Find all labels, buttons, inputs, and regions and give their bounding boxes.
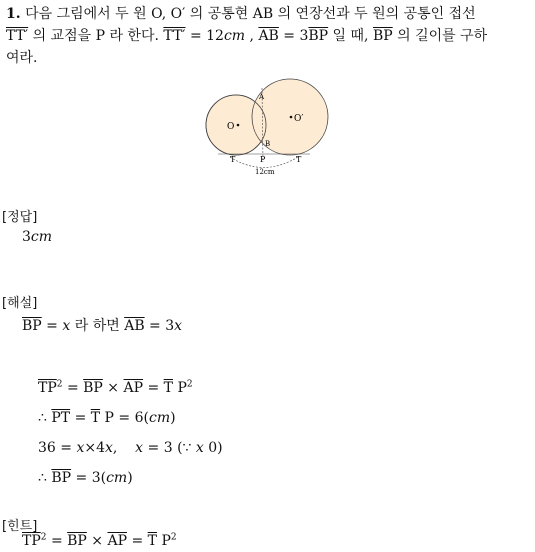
- answer-number: 3: [22, 229, 31, 245]
- math-text: 0): [203, 440, 223, 456]
- explanation-line-3: [38, 410, 176, 426]
- problem-text: 여라.: [6, 50, 38, 66]
- var-x: x: [76, 440, 85, 456]
- math-text: ): [170, 410, 176, 426]
- math-text: ): [127, 470, 133, 486]
- explanation-line-1: [22, 315, 182, 335]
- segment-ab: $\overline{AB}$: [258, 28, 279, 44]
- exponent: 2: [40, 532, 47, 543]
- segment-pt: $\overline{PT}$: [51, 410, 71, 426]
- segment-tp: $\overline{TP}$: [22, 533, 41, 549]
- problem-text: 의 교점을 P 라 한다.: [28, 28, 164, 44]
- center-o-dot: [237, 124, 240, 127]
- math-text: 라 하면: [70, 318, 125, 334]
- math-text: P: [157, 533, 171, 549]
- math-text: = 3 (∵: [143, 440, 196, 456]
- answer-value: [22, 229, 52, 245]
- unit: cm: [223, 28, 246, 44]
- math-text: P: [173, 380, 187, 396]
- problem-line-3: [6, 47, 38, 67]
- therefore-symbol: ∴: [38, 470, 52, 486]
- math-text: =: [41, 318, 63, 334]
- math-text: =: [62, 380, 84, 396]
- label-o: O: [227, 122, 235, 132]
- therefore-symbol: ∴: [38, 410, 52, 426]
- var-x: x: [105, 440, 113, 456]
- math-text: = 3(: [71, 470, 107, 486]
- exponent: 2: [170, 532, 177, 543]
- math-text: 36 =: [38, 440, 77, 456]
- segment-tt: TT′: [163, 28, 186, 44]
- explanation-line-2: [38, 380, 193, 396]
- segment-ap: $\overline{AP}$: [123, 380, 144, 396]
- math-text: =: [70, 410, 91, 426]
- problem-text: ,: [245, 28, 259, 44]
- hint-line: [22, 533, 177, 549]
- math-text: =: [143, 380, 164, 396]
- label-t: T: [230, 155, 236, 164]
- two-circles-figure: [200, 78, 335, 178]
- var-x: x: [135, 440, 144, 456]
- var-x: x: [62, 318, 71, 334]
- label-o-prime: O′: [294, 114, 304, 124]
- explanation-line-4: [38, 440, 223, 456]
- var-x: x: [195, 440, 204, 456]
- math-text: =: [127, 533, 148, 549]
- explanation-line-5: [38, 470, 133, 486]
- problem-line-1: [6, 3, 476, 23]
- label-b: B: [265, 140, 271, 148]
- var-x: x: [174, 318, 183, 334]
- math-text: ,: [112, 440, 136, 456]
- problem-line-2: [6, 25, 487, 45]
- unit: cm: [106, 470, 128, 486]
- unit: cm: [148, 410, 171, 426]
- segment-bp: $\overline{BP}$: [67, 533, 87, 549]
- math-text: ×4: [84, 440, 105, 456]
- problem-text: 의 길이를 구하: [392, 28, 488, 44]
- segment-tt: TT′: [6, 28, 29, 44]
- segment-bp: $\overline{BP}$: [308, 28, 329, 44]
- math-text: P = 6(: [100, 410, 149, 426]
- label-t-prime: T: [296, 155, 302, 164]
- answer-unit: cm: [30, 229, 53, 245]
- problem-text: = 3: [278, 28, 309, 44]
- segment-ab: $\overline{AB}$: [124, 318, 145, 334]
- label-a: A: [259, 93, 265, 101]
- exponent: 2: [186, 379, 193, 390]
- problem-text: = 12: [185, 28, 224, 44]
- math-text: ×: [86, 533, 108, 549]
- problem-text: 다음 그림에서 두 원 O, O′ 의 공통현 AB 의 연장선과 두 원의 공통인 접선: [25, 6, 476, 22]
- hint-title: [힌트]: [2, 519, 38, 534]
- label-length: 12cm: [255, 168, 275, 176]
- segment-t: $\overline{T}$: [147, 533, 158, 549]
- segment-t: $\overline{T}$: [90, 410, 101, 426]
- segment-t: $\overline{T}$: [163, 380, 174, 396]
- problem-number: 1.: [6, 6, 21, 22]
- exponent: 2: [56, 379, 63, 390]
- center-o-prime-dot: [290, 116, 293, 119]
- math-text: ×: [102, 380, 124, 396]
- problem-text: 일 때,: [328, 28, 373, 44]
- segment-tp: $\overline{TP}$: [38, 380, 57, 396]
- segment-bp: $\overline{BP}$: [372, 28, 393, 44]
- segment-bp: $\overline{BP}$: [51, 470, 72, 486]
- segment-ap: $\overline{AP}$: [107, 533, 128, 549]
- segment-bp: $\overline{BP}$: [22, 318, 42, 334]
- math-text: = 3: [144, 318, 175, 334]
- explanation-title: [해설]: [2, 296, 38, 311]
- math-text: =: [46, 533, 68, 549]
- label-p: P: [260, 155, 266, 164]
- segment-bp: $\overline{BP}$: [83, 380, 103, 396]
- answer-title: [정답]: [2, 210, 38, 225]
